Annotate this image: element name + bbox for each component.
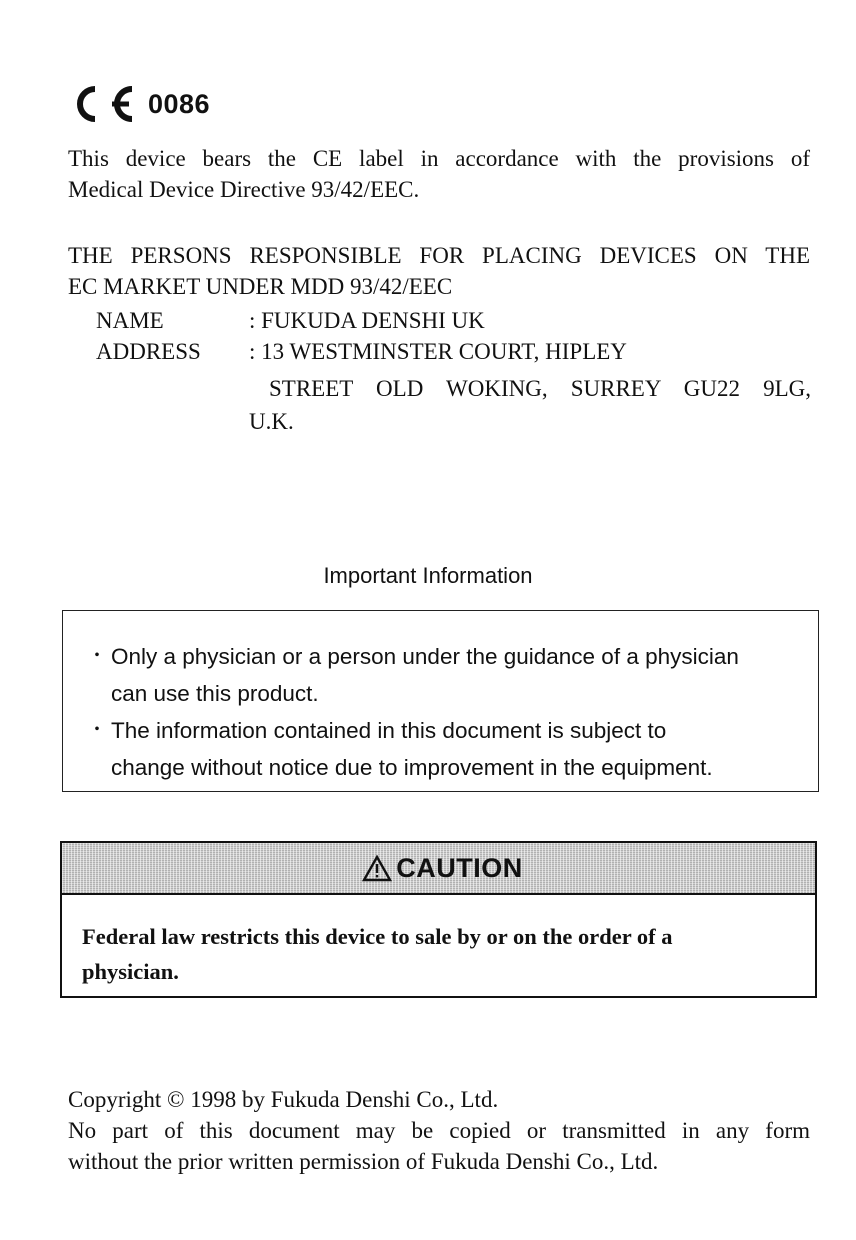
name-value: : FUKUDA DENSHI UK: [249, 308, 485, 333]
important-information-box: [62, 610, 819, 792]
name-row: [96, 305, 627, 336]
ce-statement-line-2: Medical Device Directive 93/42/EEC.: [68, 177, 420, 202]
address-label: ADDRESS: [96, 339, 201, 364]
list-item: [85, 638, 810, 712]
list-item-line-2: change without notice due to improvement in the equipment.: [111, 755, 713, 780]
ec-representative-heading: [68, 240, 810, 302]
ec-heading-line-1: THE PERSONS RESPONSIBLE FOR PLACING DEVICES ON THE: [68, 243, 810, 268]
address-line-3: U.K.: [249, 409, 294, 434]
ec-heading-line-2: EC MARKET UNDER MDD 93/42/EEC: [68, 274, 453, 299]
bullet-marker: ・: [87, 719, 107, 741]
ec-representative-details: [96, 305, 627, 367]
warning-triangle-icon: [362, 855, 392, 882]
address-line-1: : 13 WESTMINSTER COURT, HIPLEY: [249, 339, 627, 364]
copyright-line-3: without the prior written permission of Fukuda Denshi Co., Ltd.: [68, 1149, 659, 1174]
name-label: NAME: [96, 308, 164, 333]
caution-line-2: physician.: [82, 959, 179, 984]
address-row: [96, 336, 627, 367]
ce-mark: [70, 80, 210, 124]
address-line-2: STREET OLD WOKING, SURREY GU22 9LG,: [269, 376, 811, 401]
ce-mark-icon: [70, 84, 138, 124]
list-item-line-1: Only a physician or a person under the guidance of a physician: [111, 644, 739, 669]
ce-statement: [68, 143, 810, 205]
caution-box: [60, 841, 817, 998]
caution-line-1: Federal law restricts this device to sale by or on the order of a: [82, 924, 673, 949]
caution-label: CAUTION: [396, 853, 523, 883]
caution-header: [62, 843, 815, 895]
list-item-line-1: The information contained in this document is subject to: [111, 718, 667, 743]
list-item-line-2: can use this product.: [111, 681, 319, 706]
caution-text: [82, 919, 782, 989]
copyright-line-2: No part of this document may be copied or transmitted in any form: [68, 1118, 810, 1143]
important-information-list: [85, 638, 810, 786]
important-information-heading: Important Information: [323, 563, 533, 588]
bullet-marker: ・: [87, 645, 107, 667]
list-item: [85, 712, 810, 786]
copyright-line-1: Copyright © 1998 by Fukuda Denshi Co., Ltd.: [68, 1087, 499, 1112]
address-continuation: [249, 372, 811, 438]
ce-statement-line-1: This device bears the CE label in accordance with the provisions of: [68, 146, 810, 171]
caution-title: [362, 853, 523, 883]
notified-body-number: 0086: [148, 89, 211, 119]
copyright-notice: [68, 1084, 810, 1177]
